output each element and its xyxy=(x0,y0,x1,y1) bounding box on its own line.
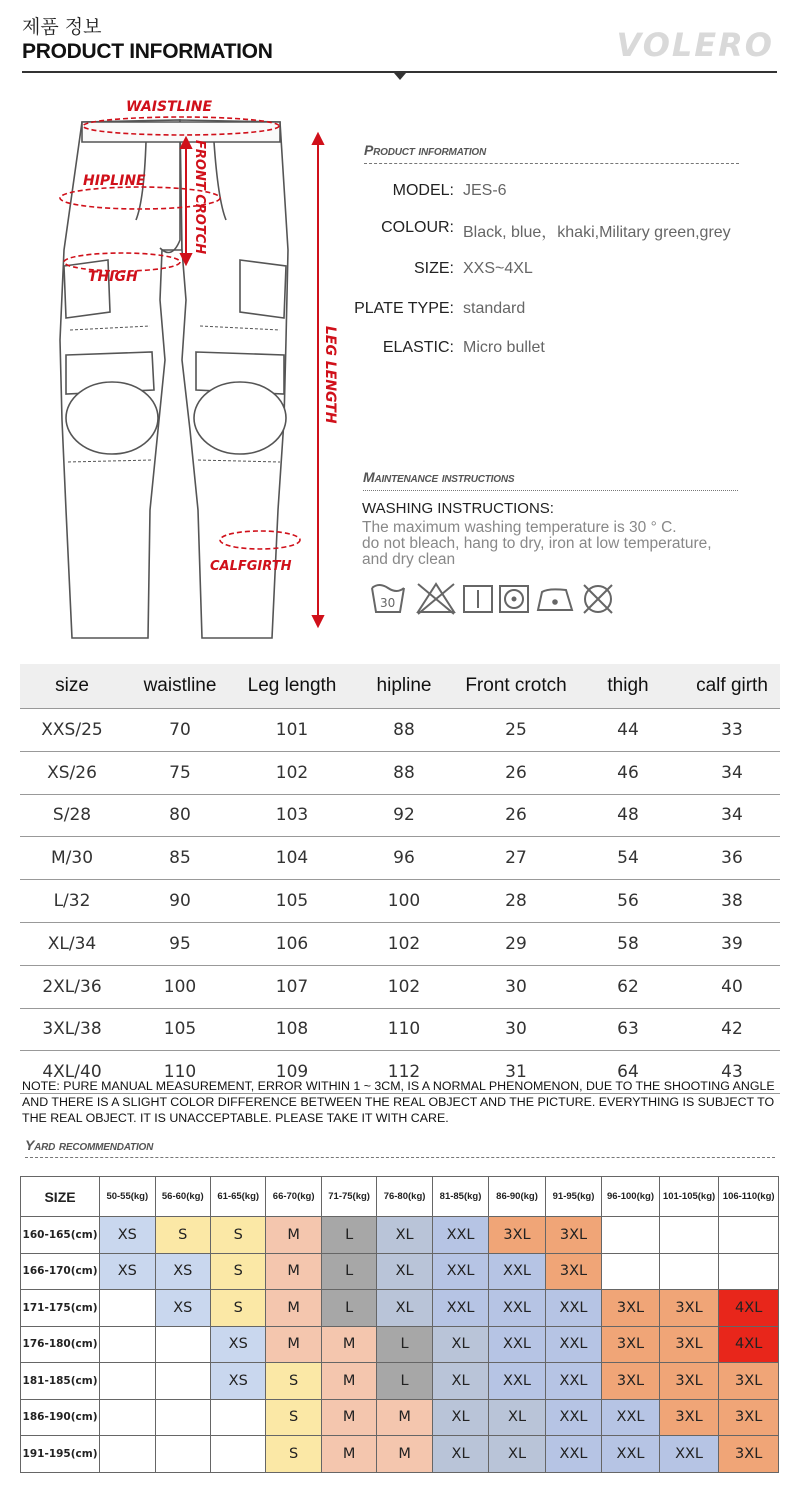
measurement-cell: 108 xyxy=(236,1008,348,1051)
table-row xyxy=(21,1363,779,1400)
recommended-size-cell: XL xyxy=(432,1326,488,1363)
recommended-size-cell xyxy=(659,1253,719,1290)
size-cell: M/30 xyxy=(20,837,124,880)
table-row xyxy=(20,751,780,794)
recommended-size-cell: XL xyxy=(377,1217,432,1254)
table-row xyxy=(20,794,780,837)
recommended-size-cell: M xyxy=(266,1290,321,1327)
recommended-size-cell: XXL xyxy=(602,1399,660,1436)
recommended-size-cell: XXL xyxy=(545,1399,601,1436)
recommended-size-cell: XXL xyxy=(432,1217,488,1254)
header-divider-pointer xyxy=(394,73,406,80)
recommended-size-cell: XXL xyxy=(489,1290,545,1327)
spec-value: standard xyxy=(463,300,526,317)
recommended-size-cell: S xyxy=(266,1363,321,1400)
column-header: waistline xyxy=(124,664,236,709)
no-dryclean-icon xyxy=(584,585,612,613)
recommended-size-cell: 4XL xyxy=(719,1326,779,1363)
maintenance-divider xyxy=(363,490,738,491)
header-title-korean: 제품 정보 xyxy=(22,16,102,38)
measurement-cell: 34 xyxy=(684,751,780,794)
table-row xyxy=(20,709,780,752)
measurement-cell: 104 xyxy=(236,837,348,880)
product-info-divider xyxy=(364,163,739,164)
yard-recommendation-title: Yard recommendation xyxy=(25,1137,154,1153)
label-leg-length: LEG LENGTH xyxy=(322,326,338,424)
measurement-cell: 31 xyxy=(460,1051,572,1094)
weight-header: 71-75(kg) xyxy=(321,1177,376,1217)
recommended-size-cell: XXL xyxy=(659,1436,719,1473)
recommended-size-cell xyxy=(100,1363,155,1400)
washing-instructions-title: WASHING INSTRUCTIONS: xyxy=(362,500,554,517)
recommended-size-cell: XXL xyxy=(545,1363,601,1400)
measurement-cell: 40 xyxy=(684,965,780,1008)
wash-temp-label: 30 xyxy=(380,596,396,610)
recommended-size-cell: 3XL xyxy=(719,1363,779,1400)
measurement-cell: 62 xyxy=(572,965,684,1008)
spec-value: XXS~4XL xyxy=(463,260,533,277)
measurement-cell: 30 xyxy=(460,965,572,1008)
header-title: PRODUCT INFORMATION xyxy=(22,40,273,63)
measurement-cell: 105 xyxy=(236,880,348,923)
size-cell: XS/26 xyxy=(20,751,124,794)
yard-divider xyxy=(25,1157,775,1158)
measurement-cell: 58 xyxy=(572,922,684,965)
measurement-cell: 90 xyxy=(124,880,236,923)
table-row xyxy=(21,1253,779,1290)
recommended-size-cell xyxy=(155,1436,210,1473)
weight-header: 106-110(kg) xyxy=(719,1177,779,1217)
measurement-cell: 80 xyxy=(124,794,236,837)
recommended-size-cell xyxy=(155,1326,210,1363)
height-cell: 166-170(cm) xyxy=(21,1253,100,1290)
tumble-dry-icon xyxy=(500,586,528,612)
washing-line: do not bleach, hang to dry, iron at low temperature, xyxy=(362,535,712,552)
measurement-cell: 100 xyxy=(348,880,460,923)
measurement-cell: 85 xyxy=(124,837,236,880)
pants-measurement-diagram xyxy=(40,90,350,650)
measurement-cell: 100 xyxy=(124,965,236,1008)
recommended-size-cell: XXL xyxy=(489,1363,545,1400)
measurement-cell: 102 xyxy=(348,922,460,965)
hang-dry-icon xyxy=(464,586,492,612)
recommended-size-cell: 3XL xyxy=(602,1363,660,1400)
recommended-size-cell: XL xyxy=(377,1290,432,1327)
recommended-size-cell: S xyxy=(210,1217,265,1254)
height-cell: 186-190(cm) xyxy=(21,1399,100,1436)
size-cell: 2XL/36 xyxy=(20,965,124,1008)
recommended-size-cell: XS xyxy=(210,1363,265,1400)
measurement-cell: 34 xyxy=(684,794,780,837)
table-row xyxy=(21,1326,779,1363)
recommended-size-cell: L xyxy=(377,1363,432,1400)
measurement-cell: 88 xyxy=(348,751,460,794)
measurement-cell: 102 xyxy=(348,965,460,1008)
spec-label: COLOUR: xyxy=(381,219,454,236)
recommended-size-cell: S xyxy=(266,1399,321,1436)
measurement-cell: 103 xyxy=(236,794,348,837)
column-header: Front crotch xyxy=(460,664,572,709)
size-chart-header-row xyxy=(20,664,780,709)
measurement-cell: 48 xyxy=(572,794,684,837)
recommended-size-cell: XXL xyxy=(432,1253,488,1290)
recommended-size-cell: XS xyxy=(210,1326,265,1363)
height-cell: 171-175(cm) xyxy=(21,1290,100,1327)
recommended-size-cell: 3XL xyxy=(602,1326,660,1363)
recommended-size-cell: 3XL xyxy=(659,1326,719,1363)
label-waistline: WAISTLINE xyxy=(126,99,213,115)
yard-recommendation-table xyxy=(20,1176,779,1473)
weight-header: 101-105(kg) xyxy=(659,1177,719,1217)
recommended-size-cell: XXL xyxy=(489,1326,545,1363)
table-row xyxy=(21,1436,779,1473)
measurement-cell: 28 xyxy=(460,880,572,923)
recommended-size-cell: XXL xyxy=(489,1253,545,1290)
recommended-size-cell: 3XL xyxy=(489,1217,545,1254)
table-row xyxy=(20,922,780,965)
column-header: calf girth xyxy=(684,664,780,709)
measurement-cell: 42 xyxy=(684,1008,780,1051)
column-header: hipline xyxy=(348,664,460,709)
table-row xyxy=(21,1290,779,1327)
recommended-size-cell: 3XL xyxy=(659,1363,719,1400)
spec-label: ELASTIC: xyxy=(382,339,454,356)
recommended-size-cell: XXL xyxy=(545,1436,601,1473)
recommended-size-cell: XL xyxy=(489,1399,545,1436)
recommended-size-cell: 3XL xyxy=(659,1290,719,1327)
recommended-size-cell xyxy=(719,1217,779,1254)
recommended-size-cell: XS xyxy=(155,1253,210,1290)
measurement-cell: 106 xyxy=(236,922,348,965)
measurement-cell: 75 xyxy=(124,751,236,794)
weight-header: 86-90(kg) xyxy=(489,1177,545,1217)
height-cell: 191-195(cm) xyxy=(21,1436,100,1473)
measurement-cell: 43 xyxy=(684,1051,780,1094)
recommended-size-cell: S xyxy=(155,1217,210,1254)
weight-header: 96-100(kg) xyxy=(602,1177,660,1217)
spec-label: MODEL: xyxy=(392,182,454,199)
recommended-size-cell: L xyxy=(377,1326,432,1363)
recommended-size-cell: M xyxy=(321,1399,376,1436)
spec-label: PLATE TYPE: xyxy=(354,300,454,317)
recommended-size-cell xyxy=(602,1253,660,1290)
size-cell: XL/34 xyxy=(20,922,124,965)
height-cell: 160-165(cm) xyxy=(21,1217,100,1254)
recommended-size-cell: XS xyxy=(100,1217,155,1254)
label-hipline: HIPLINE xyxy=(83,173,146,189)
recommended-size-cell: XXL xyxy=(602,1436,660,1473)
size-cell: S/28 xyxy=(20,794,124,837)
table-row xyxy=(20,837,780,880)
no-bleach-icon xyxy=(418,584,454,614)
recommended-size-cell xyxy=(100,1399,155,1436)
measurement-cell: 64 xyxy=(572,1051,684,1094)
iron-low-icon xyxy=(538,589,572,610)
size-chart-table xyxy=(20,664,780,1094)
measurement-cell: 92 xyxy=(348,794,460,837)
recommended-size-cell: 3XL xyxy=(545,1253,601,1290)
weight-header: 50-55(kg) xyxy=(100,1177,155,1217)
brand-logo: VOLERO xyxy=(616,26,774,64)
care-icons xyxy=(370,578,630,618)
measurement-cell: 46 xyxy=(572,751,684,794)
size-cell: 4XL/40 xyxy=(20,1051,124,1094)
measurement-cell: 107 xyxy=(236,965,348,1008)
recommended-size-cell: L xyxy=(321,1290,376,1327)
table-row xyxy=(21,1217,779,1254)
recommended-size-cell xyxy=(155,1399,210,1436)
recommended-size-cell xyxy=(100,1290,155,1327)
recommended-size-cell: 3XL xyxy=(602,1290,660,1327)
weight-header: 61-65(kg) xyxy=(210,1177,265,1217)
measurement-cell: 29 xyxy=(460,922,572,965)
recommended-size-cell: 3XL xyxy=(719,1399,779,1436)
product-info-title: Product information xyxy=(364,142,487,158)
recommended-size-cell: M xyxy=(266,1217,321,1254)
recommended-size-cell: M xyxy=(266,1253,321,1290)
measurement-cell: 36 xyxy=(684,837,780,880)
recommended-size-cell: S xyxy=(210,1253,265,1290)
measurement-cell: 56 xyxy=(572,880,684,923)
measurement-cell: 33 xyxy=(684,709,780,752)
measurement-cell: 95 xyxy=(124,922,236,965)
recommended-size-cell: M xyxy=(321,1363,376,1400)
spec-label: SIZE: xyxy=(413,260,454,277)
recommended-size-cell: XXL xyxy=(545,1326,601,1363)
weight-header: 56-60(kg) xyxy=(155,1177,210,1217)
recommended-size-cell xyxy=(210,1399,265,1436)
recommended-size-cell: S xyxy=(210,1290,265,1327)
label-calf-girth: CALFGIRTH xyxy=(210,559,292,574)
washing-instructions-text xyxy=(362,520,782,568)
column-header: Leg length xyxy=(236,664,348,709)
recommended-size-cell: 3XL xyxy=(545,1217,601,1254)
recommended-size-cell xyxy=(100,1436,155,1473)
recommended-size-cell: 3XL xyxy=(719,1436,779,1473)
recommended-size-cell: XS xyxy=(100,1253,155,1290)
recommended-size-cell: M xyxy=(266,1326,321,1363)
recommended-size-cell: S xyxy=(266,1436,321,1473)
recommended-size-cell: XL xyxy=(432,1363,488,1400)
measurement-cell: 110 xyxy=(124,1051,236,1094)
measurement-cell: 105 xyxy=(124,1008,236,1051)
weight-header: 81-85(kg) xyxy=(432,1177,488,1217)
recommended-size-cell: L xyxy=(321,1217,376,1254)
height-cell: 181-185(cm) xyxy=(21,1363,100,1400)
maintenance-title: Maintenance instructions xyxy=(363,469,515,485)
recommended-size-cell: 4XL xyxy=(719,1290,779,1327)
recommended-size-cell: XL xyxy=(432,1399,488,1436)
wash-30-icon xyxy=(372,585,404,612)
spec-value: JES-6 xyxy=(463,182,507,199)
recommended-size-cell xyxy=(100,1326,155,1363)
size-cell: XXS/25 xyxy=(20,709,124,752)
measurement-cell: 25 xyxy=(460,709,572,752)
recommended-size-cell: 3XL xyxy=(659,1399,719,1436)
recommended-size-cell: XL xyxy=(432,1436,488,1473)
measurement-cell: 63 xyxy=(572,1008,684,1051)
measurement-cell: 26 xyxy=(460,794,572,837)
washing-line: and dry clean xyxy=(362,551,456,568)
column-header: thigh xyxy=(572,664,684,709)
yard-header-row xyxy=(21,1177,779,1217)
size-header: SIZE xyxy=(21,1177,100,1217)
weight-header: 66-70(kg) xyxy=(266,1177,321,1217)
column-header: size xyxy=(20,664,124,709)
measurement-cell: 44 xyxy=(572,709,684,752)
recommended-size-cell: M xyxy=(377,1436,432,1473)
height-cell: 176-180(cm) xyxy=(21,1326,100,1363)
measurement-cell: 39 xyxy=(684,922,780,965)
measurement-cell: 30 xyxy=(460,1008,572,1051)
label-thigh: THIGH xyxy=(88,269,138,285)
measurement-cell: 38 xyxy=(684,880,780,923)
recommended-size-cell xyxy=(602,1217,660,1254)
weight-header: 76-80(kg) xyxy=(377,1177,432,1217)
recommended-size-cell xyxy=(210,1436,265,1473)
label-front-crotch: FRONT CROTCH xyxy=(192,140,207,255)
recommended-size-cell xyxy=(659,1217,719,1254)
measurement-cell: 102 xyxy=(236,751,348,794)
recommended-size-cell: M xyxy=(321,1326,376,1363)
measurement-cell: 88 xyxy=(348,709,460,752)
spec-value: Black, blue，khaki,Military green,grey xyxy=(463,224,731,241)
recommended-size-cell: XXL xyxy=(432,1290,488,1327)
measurement-cell: 112 xyxy=(348,1051,460,1094)
spec-value: Micro bullet xyxy=(463,339,545,356)
recommended-size-cell: M xyxy=(321,1436,376,1473)
measurement-cell: 26 xyxy=(460,751,572,794)
table-row xyxy=(20,880,780,923)
recommended-size-cell xyxy=(155,1363,210,1400)
weight-header: 91-95(kg) xyxy=(545,1177,601,1217)
measurement-note: NOTE: PURE MANUAL MEASUREMENT, ERROR WITHIN 1 ~ 3CM, IS A NORMAL PHENOMENON, DUE TO THE SHOOTING ANGLE AND THERE IS A SLIGHT COLOR DIFFERENCE BETWEEN THE REAL OBJECT AND THE PICTURE. EVERYTHING IS SUBJECT TO THE REAL OBJECT. IT IS UNACCEPTABLE. PLEASE TAKE IT WITH CARE. xyxy=(22,1079,775,1125)
table-row xyxy=(21,1399,779,1436)
measurement-cell: 54 xyxy=(572,837,684,880)
measurement-cell: 70 xyxy=(124,709,236,752)
table-row xyxy=(20,965,780,1008)
recommended-size-cell xyxy=(719,1253,779,1290)
size-cell: L/32 xyxy=(20,880,124,923)
measurement-cell: 96 xyxy=(348,837,460,880)
measurement-cell: 109 xyxy=(236,1051,348,1094)
size-cell: 3XL/38 xyxy=(20,1008,124,1051)
measurement-cell: 101 xyxy=(236,709,348,752)
recommended-size-cell: XL xyxy=(377,1253,432,1290)
recommended-size-cell: L xyxy=(321,1253,376,1290)
recommended-size-cell: XL xyxy=(489,1436,545,1473)
recommended-size-cell: XXL xyxy=(545,1290,601,1327)
washing-line: The maximum washing temperature is 30 ° C. xyxy=(362,519,677,536)
recommended-size-cell: M xyxy=(377,1399,432,1436)
measurement-cell: 27 xyxy=(460,837,572,880)
table-row xyxy=(20,1008,780,1051)
measurement-cell: 110 xyxy=(348,1008,460,1051)
recommended-size-cell: XS xyxy=(155,1290,210,1327)
